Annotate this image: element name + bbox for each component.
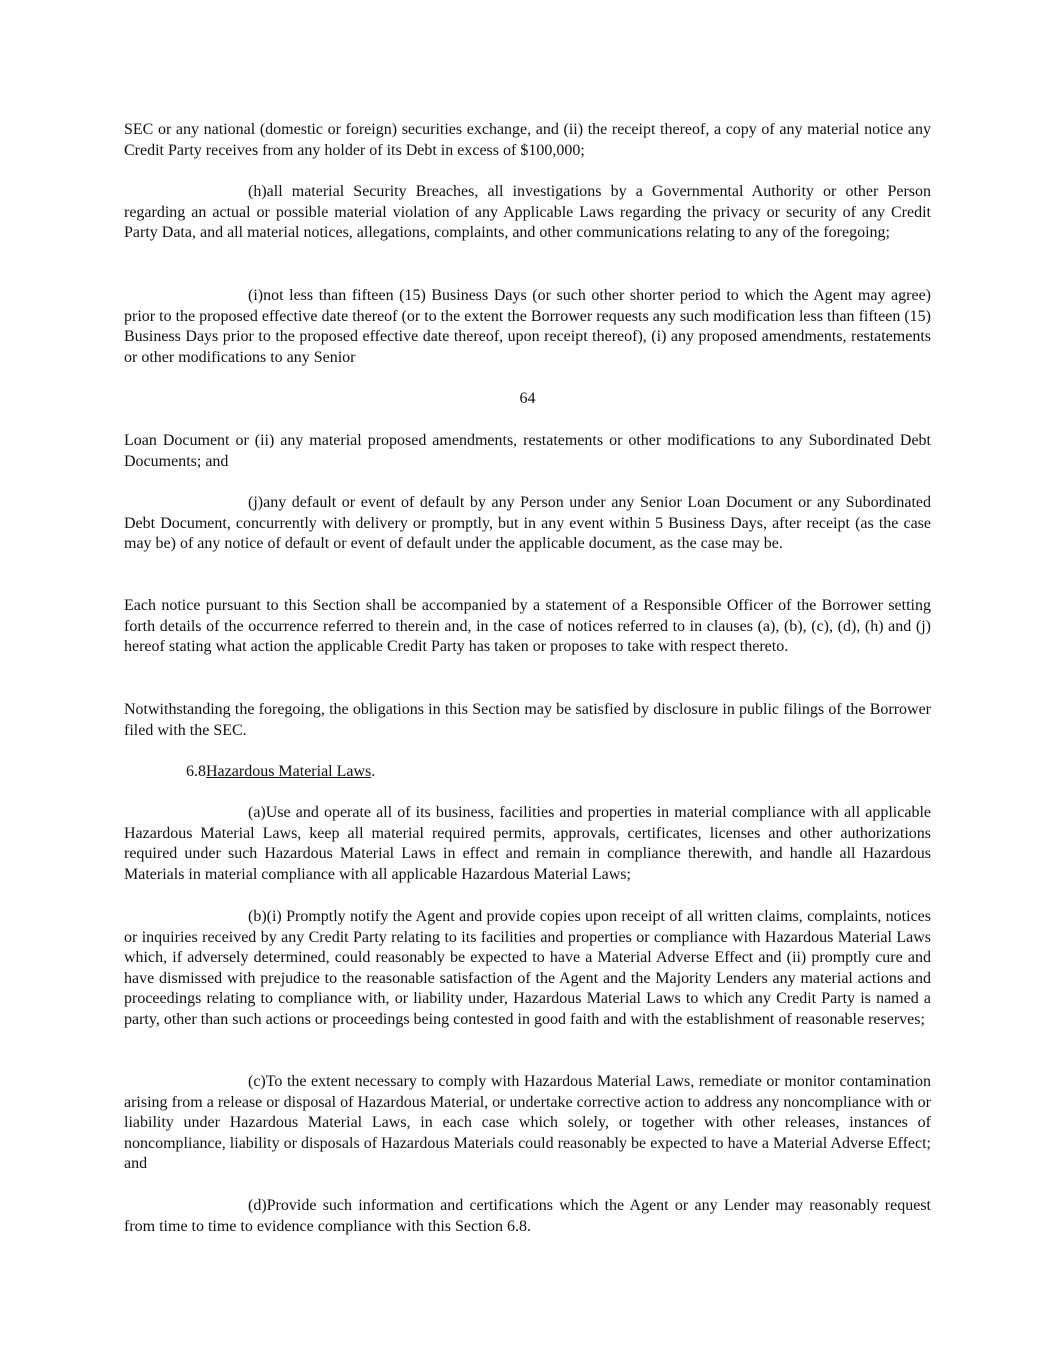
clause-c [124,1072,931,1175]
paragraph-continued [124,431,931,472]
clause-a-text: Use and operate all of its business, facilities and properties in material compliance with all applicable Hazardous Material Laws, keep all material required permits, approvals, certificates, licenses and other authorizations required under such Hazardous Material Laws in effect and remain in compliance therewith, and handle all Hazardous Materials in material compliance with all applicable Hazardous Material Laws; [124,804,931,883]
clause-j-text: any default or event of default by any Person under any Senior Loan Document or any Subordinated Debt Document, concurrently with delivery or promptly, but in any event within 5 Business Days, after receipt (as the case may be) of any notice of default or event of default under the applicable document, as the case may be. [124,494,931,553]
section-title: Hazardous Material Laws [206,763,372,780]
clause-h [124,182,931,244]
clause-a [124,803,931,885]
clause-i [124,286,931,368]
clause-b [124,907,931,1031]
clause-d [124,1196,931,1237]
paragraph-top [124,120,931,161]
paragraph-notwithstanding [124,700,931,741]
clause-b-label: (b) [248,908,267,925]
page-number [124,389,931,410]
clause-i-label: (i) [248,287,264,304]
paragraph-each-notice [124,596,931,658]
clause-i-text: not less than fifteen (15) Business Days (or such other shorter period to which the Agent may agree) prior to the proposed effective date thereof (or to the extent the Borrower requests any such modification less than fifteen (15) Business Days prior to the proposed effective date thereof, upon receipt thereof), (i) any proposed amendments, restatements or other modifications to any Senior [124,287,931,366]
section-title-suffix: . [371,763,376,780]
section-number: 6.8 [186,763,206,780]
clause-h-label: (h) [248,183,267,200]
clause-b-text: (i) Promptly notify the Agent and provide copies upon receipt of all written claims, complaints, notices or inquiries received by any Credit Party relating to its facilities and properties or compliance with Hazardous Material Laws which, if adversely determined, could reasonably be expected to have a Material Adverse Effect and (ii) promptly cure and have dismissed with prejudice to the reasonable satisfaction of the Agent and the Majority Lenders any material actions and proceedings relating to compliance with, or liability under, Hazardous Material Laws to which any Credit Party is named a party, other than such actions or proceedings being contested in good faith and with the establishment of reasonable reserves; [124,908,931,1028]
clause-c-label: (c) [248,1073,266,1090]
paragraph-each-notice-text: Each notice pursuant to this Section shall be accompanied by a statement of a Responsible Officer of the Borrower setting forth details of the occurrence referred to therein and, in the case of notices referred to in clauses (a), (b), (c), (d), (h) and (j) hereof stating what action the applicable Credit Party has taken or proposes to take with respect thereto. [124,597,931,656]
section-heading [124,762,931,783]
paragraph-continued-text: Loan Document or (ii) any material proposed amendments, restatements or other modifications to any Subordinated Debt Documents; and [124,432,931,470]
paragraph-top-text: SEC or any national (domestic or foreign) securities exchange, and (ii) the receipt thereof, a copy of any material notice any Credit Party receives from any holder of its Debt in excess of $100,000; [124,121,931,159]
clause-d-label: (d) [248,1197,267,1214]
clause-j [124,493,931,555]
paragraph-notwithstanding-text: Notwithstanding the foregoing, the obligations in this Section may be satisfied by disclosure in public filings of the Borrower filed with the SEC. [124,701,931,739]
clause-a-label: (a) [248,804,266,821]
page-number-text: 64 [519,390,536,407]
clause-h-text: all material Security Breaches, all investigations by a Governmental Authority or other Person regarding an actual or possible material violation of any Applicable Laws regarding the privacy or security of any Credit Party Data, and all material notices, allegations, complaints, and other communications relating to any of the foregoing; [124,183,931,242]
clause-d-text: Provide such information and certifications which the Agent or any Lender may reasonably request from time to time to evidence compliance with this Section 6.8. [124,1197,931,1235]
clause-c-text: To the extent necessary to comply with Hazardous Material Laws, remediate or monitor contamination arising from a release or disposal of Hazardous Material, or undertake corrective action to address any noncompliance with or liability under Hazardous Material Laws, in each case which solely, or together with other releases, instances of noncompliance, liability or disposals of Hazardous Materials could reasonably be expected to have a Material Adverse Effect; and [124,1073,931,1173]
clause-j-label: (j) [248,494,264,511]
